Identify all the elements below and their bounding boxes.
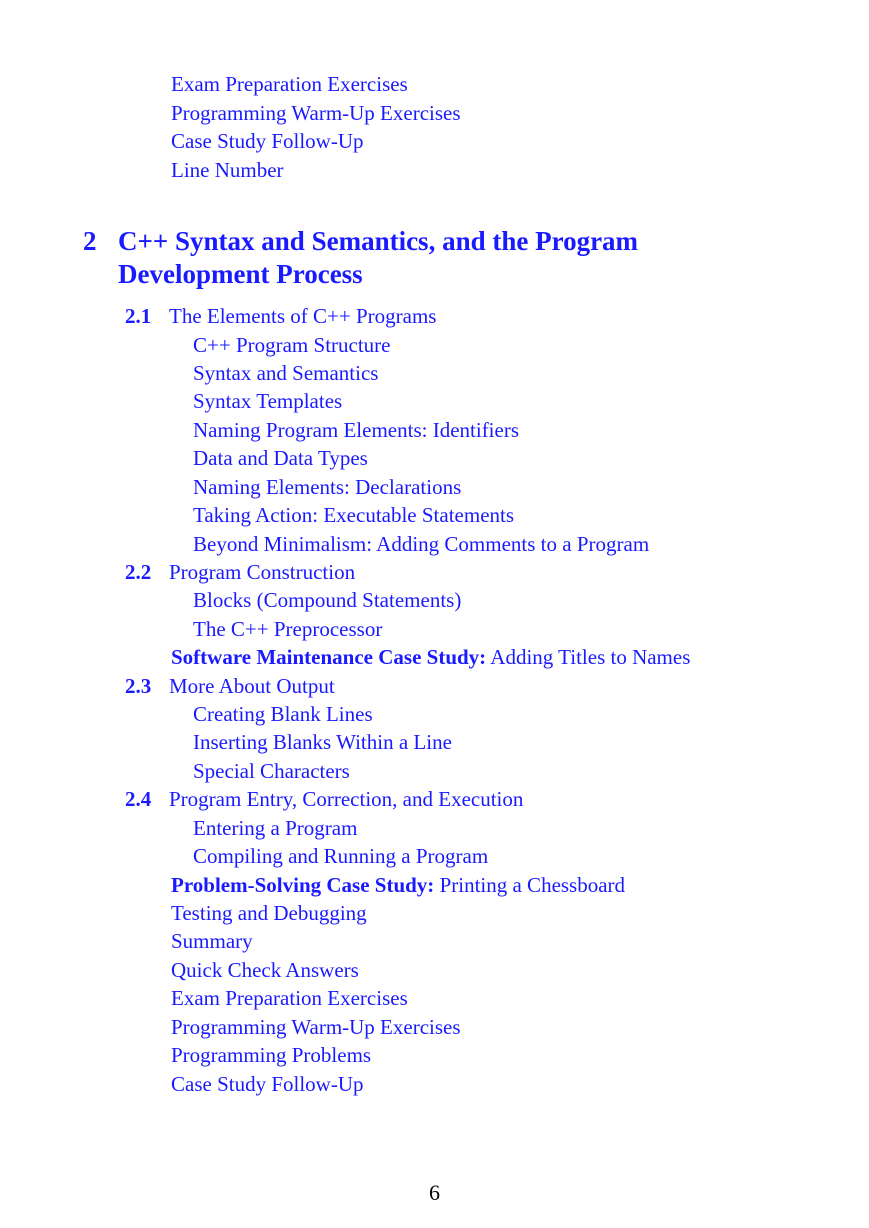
toc-link-inserting-blanks[interactable]: Inserting Blanks Within a Line	[193, 730, 452, 754]
toc-section-2-2[interactable]	[125, 558, 355, 586]
toc-link-syntax-semantics[interactable]: Syntax and Semantics	[193, 361, 379, 385]
toc-link-syntax-templates[interactable]: Syntax Templates	[193, 389, 343, 413]
section-title: The Elements of C++ Programs	[169, 304, 437, 328]
case-study-label: Software Maintenance Case Study:	[171, 645, 487, 669]
toc-link-identifiers[interactable]: Naming Program Elements: Identifiers	[193, 418, 520, 442]
section-number: 2.1	[125, 304, 152, 328]
toc-link-case-study-followup[interactable]: Case Study Follow-Up	[171, 129, 364, 153]
toc-link-quick-check-answers[interactable]: Quick Check Answers	[171, 958, 359, 982]
toc-link-programming-problems[interactable]: Programming Problems	[171, 1043, 372, 1067]
section-title: More About Output	[169, 674, 335, 698]
case-study-label: Problem-Solving Case Study:	[171, 873, 435, 897]
toc-link-testing-debugging[interactable]: Testing and Debugging	[171, 901, 367, 925]
toc-link-compiling-running[interactable]: Compiling and Running a Program	[193, 844, 489, 868]
page-number: 6	[429, 1180, 440, 1205]
toc-link-blank-lines[interactable]: Creating Blank Lines	[193, 702, 373, 726]
section-number: 2.4	[125, 787, 152, 811]
toc-link-special-characters[interactable]: Special Characters	[193, 759, 350, 783]
chapter-title: C++ Syntax and Semantics, and the Program Development Process	[118, 226, 639, 289]
toc-link-data-types[interactable]: Data and Data Types	[193, 446, 368, 470]
section-number: 2.2	[125, 560, 152, 584]
toc-link-case-study-followup-2[interactable]: Case Study Follow-Up	[171, 1072, 364, 1096]
toc-link-executable-statements[interactable]: Taking Action: Executable Statements	[193, 503, 515, 527]
section-title: Program Construction	[169, 560, 356, 584]
toc-link-programming-warmup-2[interactable]: Programming Warm-Up Exercises	[171, 1015, 461, 1039]
toc-section-2-3[interactable]	[125, 672, 335, 700]
chapter-number: 2	[83, 226, 97, 256]
toc-section-2-4[interactable]	[125, 785, 523, 813]
toc-link-adding-comments[interactable]: Beyond Minimalism: Adding Comments to a Program	[193, 532, 650, 556]
toc-link-exam-preparation[interactable]: Exam Preparation Exercises	[171, 72, 408, 96]
section-number: 2.3	[125, 674, 152, 698]
toc-link-line-number[interactable]: Line Number	[171, 158, 284, 182]
toc-link-problem-solving-case-study[interactable]	[171, 871, 625, 899]
toc-link-summary[interactable]: Summary	[171, 929, 253, 953]
toc-link-program-structure[interactable]: C++ Program Structure	[193, 333, 391, 357]
toc-link-software-maintenance-case-study[interactable]	[171, 643, 690, 671]
toc-link-declarations[interactable]: Naming Elements: Declarations	[193, 475, 462, 499]
case-study-title: Adding Titles to Names	[490, 645, 691, 669]
toc-link-entering-program[interactable]: Entering a Program	[193, 816, 358, 840]
toc-section-2-1[interactable]	[125, 302, 436, 330]
toc-link-preprocessor[interactable]: The C++ Preprocessor	[193, 617, 383, 641]
case-study-title: Printing a Chessboard	[439, 873, 626, 897]
section-title: Program Entry, Correction, and Execution	[169, 787, 524, 811]
toc-link-exam-preparation-2[interactable]: Exam Preparation Exercises	[171, 986, 408, 1010]
toc-link-programming-warmup[interactable]: Programming Warm-Up Exercises	[171, 101, 461, 125]
toc-link-blocks[interactable]: Blocks (Compound Statements)	[193, 588, 462, 612]
